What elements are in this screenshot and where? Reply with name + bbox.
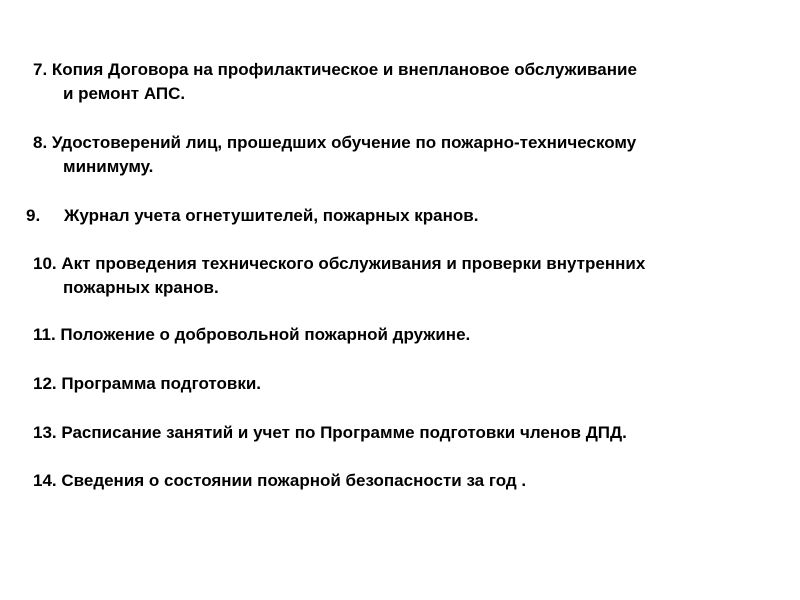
list-item-12 [33, 372, 261, 396]
list-item-9-number: 9. [26, 206, 41, 225]
list-item-11 [33, 323, 470, 347]
list-item-8-line-2: минимуму. [63, 157, 154, 176]
list-item-10-line-1: 10. Акт проведения технического обслуживания и проверки внутренних [33, 254, 646, 273]
list-item-7-line-2: и ремонт АПС. [63, 84, 186, 103]
list-item-12-line-1: 12. Программа подготовки. [33, 374, 262, 393]
list-item-7 [33, 58, 637, 106]
list-item-10 [33, 252, 645, 300]
list-item-8-line-1: 8. Удостоверений лиц, прошедших обучение по пожарно-техническому [33, 133, 637, 152]
list-item-11-line-1: 11. Положение о добровольной пожарной дружине. [33, 325, 471, 344]
list-item-7-line-1: 7. Копия Договора на профилактическое и внеплановое обслуживание [33, 60, 637, 79]
list-item-10-line-2: пожарных кранов. [63, 278, 219, 297]
list-item-9-text: Журнал учета огнетушителей, пожарных кранов. [64, 206, 479, 225]
list-item-14 [33, 469, 526, 493]
list-item-14-line-1: 14. Сведения о состоянии пожарной безопасности за год . [33, 471, 527, 490]
list-item-9 [26, 204, 478, 228]
list-item-8 [33, 131, 636, 179]
list-item-13 [33, 421, 627, 445]
list-item-13-line-1: 13. Расписание занятий и учет по Программе подготовки членов ДПД. [33, 423, 627, 442]
